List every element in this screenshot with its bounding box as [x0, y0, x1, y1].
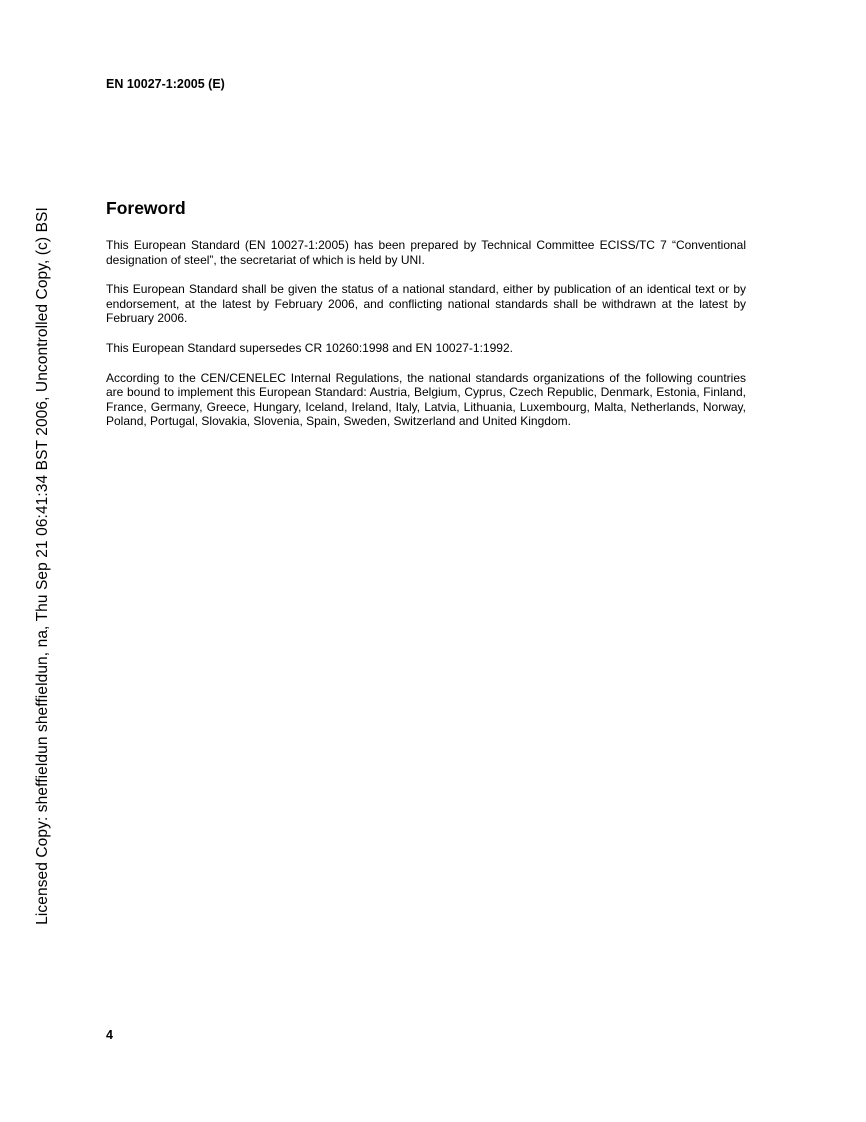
- section-title: Foreword: [106, 198, 186, 218]
- paragraph-national-status: This European Standard shall be given the status of a national standard, either by publication of an identical text or by endorsement, at the latest by February 2006, and conflicting national standards shall be withdrawn at the latest by February 2006.: [106, 282, 746, 326]
- license-watermark-text: Licensed Copy: sheffieldun sheffieldun, na, Thu Sep 21 06:41:34 BST 2006, Uncontrolled Copy, (c) BSI: [34, 207, 51, 925]
- paragraph-committee: This European Standard (EN 10027-1:2005) has been prepared by Technical Committee ECISS/TC 7 “Conventional designation of steel”, the secretariat of which is held by UNI.: [106, 238, 746, 267]
- document-identifier: EN 10027-1:2005 (E): [106, 77, 225, 91]
- paragraph-supersedes: This European Standard supersedes CR 10260:1998 and EN 10027-1:1992.: [106, 340, 513, 355]
- foreword-body: [106, 238, 746, 444]
- paragraph-implementing-countries: According to the CEN/CENELEC Internal Regulations, the national standards organizations of the following countries are bound to implement this European Standard: Austria, Belgium, Cyprus, Czech Republic, Denmark, Estonia, Finland, France, Germany, Greece, Hungary, Iceland, Ireland, Italy, Latvia, Lithuania, Luxembourg, Malta, Netherlands, Norway, Poland, Portugal, Slovakia, Slovenia, Spain, Sweden, Switzerland and United Kingdom.: [106, 370, 746, 429]
- page-number: 4: [106, 1028, 113, 1042]
